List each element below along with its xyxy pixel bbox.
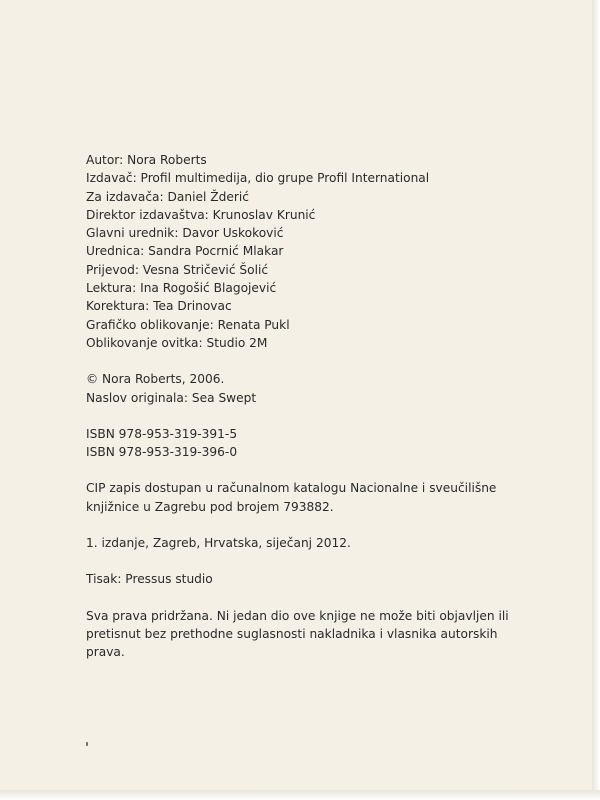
spacer — [86, 552, 546, 570]
copyright-section — [86, 370, 546, 407]
original-title: Naslov originala: Sea Swept — [86, 390, 257, 405]
credit-for-publisher: Za izdavača: Daniel Žderić — [86, 189, 249, 204]
cip-section — [86, 479, 546, 516]
credit-correction: Korektura: Tea Drinovac — [86, 299, 232, 314]
printer-section — [86, 570, 546, 588]
imprint-block — [86, 151, 546, 662]
spacer — [86, 589, 546, 607]
credit-cover-design: Oblikovanje ovitka: Studio 2M — [86, 335, 268, 350]
printer-line: Tisak: Pressus studio — [86, 572, 213, 587]
rights-line: Sva prava pridržana. Ni jedan dio ove knjige ne može biti objavljen ili — [86, 608, 509, 623]
copyright-line: © Nora Roberts, 2006. — [86, 372, 225, 387]
credit-proofreading: Lektura: Ina Rogošić Blagojević — [86, 281, 277, 296]
credit-editor-in-chief: Glavni urednik: Davor Uskoković — [86, 226, 284, 241]
spacer — [86, 516, 546, 534]
edition-section — [86, 534, 546, 552]
rights-line: pretisnut bez prethodne suglasnosti nakladnika i vlasnika autorskih — [86, 626, 498, 641]
cip-line: CIP zapis dostupan u računalnom katalogu Nacionalne i sveučilišne — [86, 481, 497, 496]
credit-author: Autor: Nora Roberts — [86, 153, 207, 167]
spacer — [86, 461, 546, 479]
credits-section — [86, 151, 546, 352]
isbn-line: ISBN 978-953-319-391-5 — [86, 426, 238, 441]
credit-publishing-director: Direktor izdavaštva: Krunoslav Krunić — [86, 207, 316, 222]
page-edge-right — [592, 0, 600, 800]
credit-editor: Urednica: Sandra Pocrnić Mlakar — [86, 244, 284, 259]
credit-publisher: Izdavač: Profil multimedija, dio grupe Profil International — [86, 171, 430, 186]
cip-line: knjižnice u Zagrebu pod brojem 793882. — [86, 499, 334, 514]
rights-section — [86, 607, 546, 662]
isbn-line: ISBN 978-953-319-396-0 — [86, 445, 238, 460]
rights-line: prava. — [86, 645, 125, 660]
credit-translation: Prijevod: Vesna Stričević Šolić — [86, 262, 269, 277]
isbn-section — [86, 425, 546, 462]
spacer — [86, 407, 546, 425]
edition-line: 1. izdanje, Zagreb, Hrvatska, siječanj 2012. — [86, 536, 351, 551]
spacer — [86, 352, 546, 370]
paper-speck — [86, 742, 88, 746]
credit-graphic-design: Grafičko oblikovanje: Renata Pukl — [86, 317, 290, 332]
page-edge-bottom — [0, 790, 600, 800]
